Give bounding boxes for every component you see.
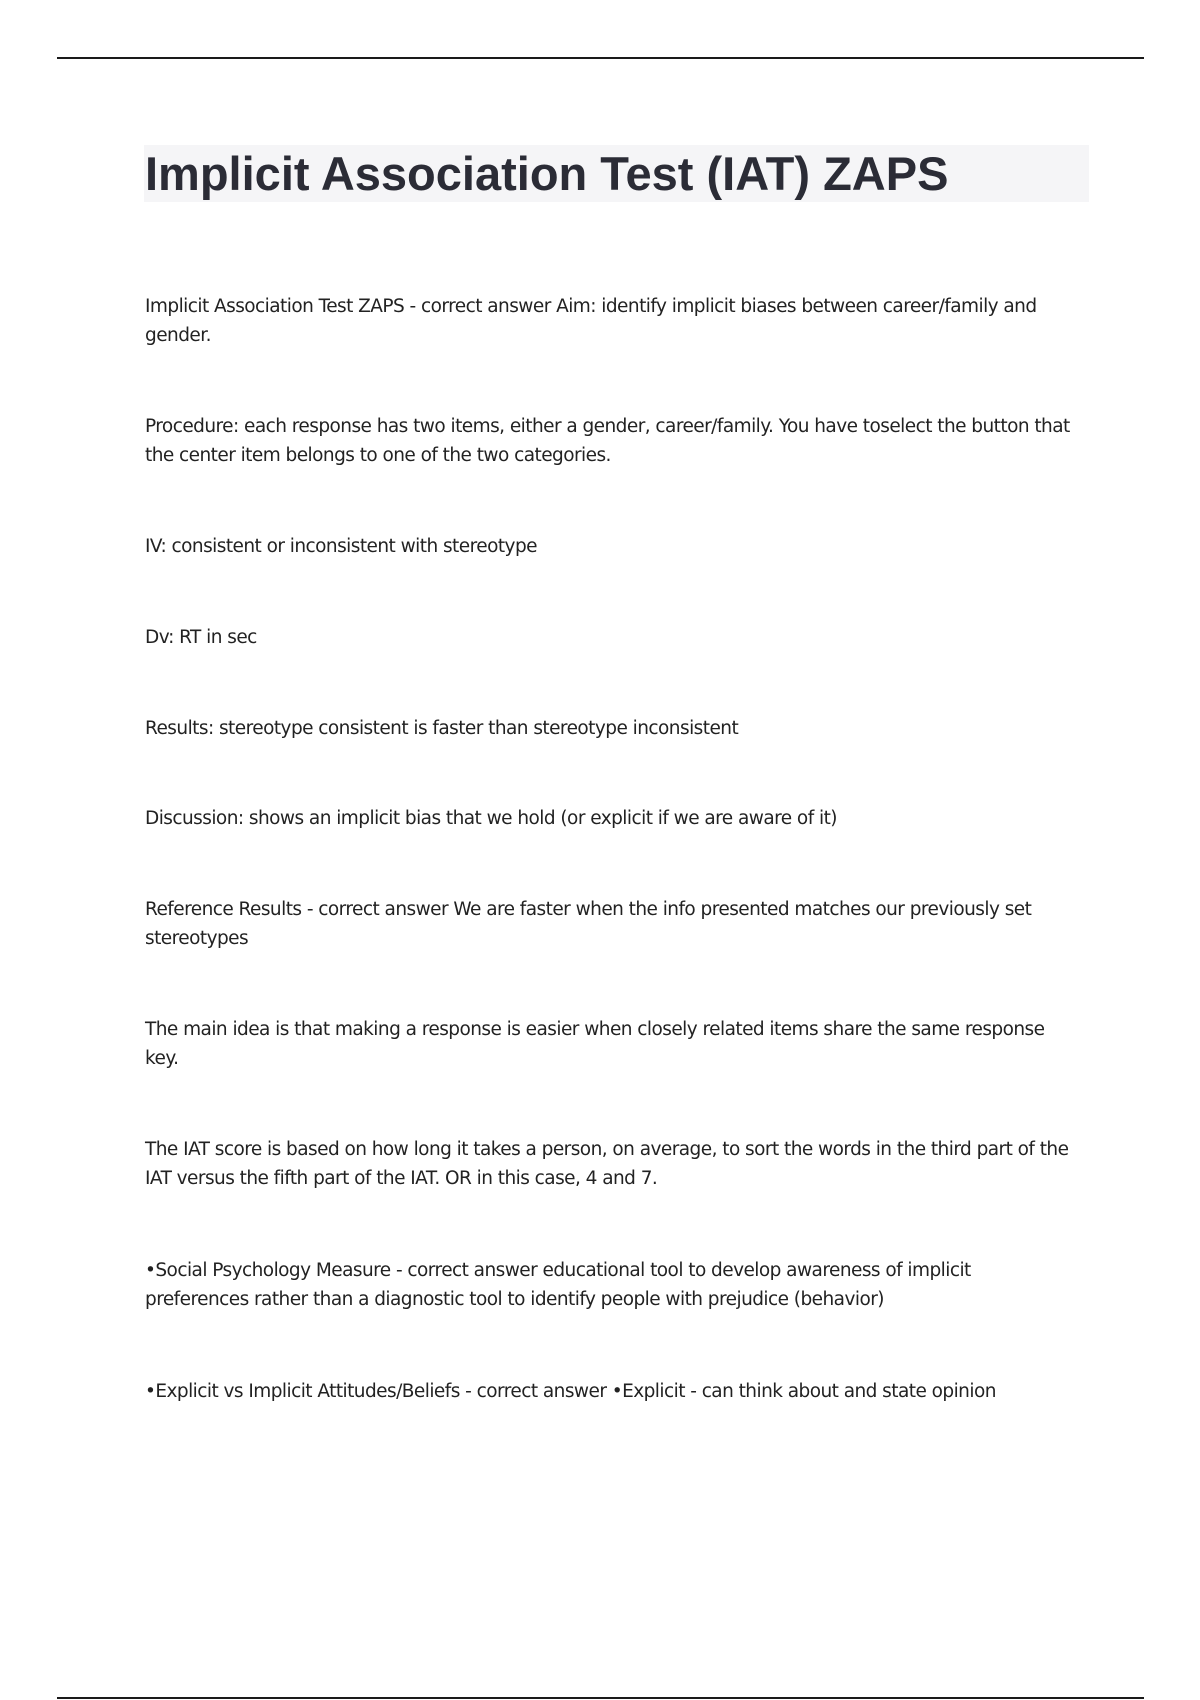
page-title: Implicit Association Test (IAT) ZAPS — [145, 147, 949, 200]
paragraph-discussion: Discussion: shows an implicit bias that we hold (or explicit if we are aware of it) — [145, 808, 837, 829]
paragraph-explicit-vs-implicit: •Explicit vs Implicit Attitudes/Beliefs - correct answer •Explicit - can think about and state opinion — [145, 1381, 996, 1402]
paragraph-procedure: Procedure: each response has two items, either a gender, career/family. You have toselect the button that the center item belongs to one of the two categories. — [145, 416, 1070, 466]
paragraph-main-idea: The main idea is that making a response is easier when closely related items share the same response key. — [145, 1019, 1045, 1069]
paragraph-social-psychology-measure: •Social Psychology Measure - correct answer educational tool to develop awareness of implicit preferences rather than a diagnostic tool to identify people with prejudice (behavior) — [145, 1260, 971, 1310]
paragraph-iat-score: The IAT score is based on how long it takes a person, on average, to sort the words in the third part of the IAT versus the fifth part of the IAT. OR in this case, 4 and 7. — [145, 1139, 1069, 1189]
paragraph-reference-results: Reference Results - correct answer We are faster when the info presented matches our previously set stereotypes — [145, 899, 1032, 949]
paragraph-results: Results: stereotype consistent is faster than stereotype inconsistent — [145, 718, 739, 739]
paragraph-iv: IV: consistent or inconsistent with stereotype — [145, 536, 537, 557]
footer-rule — [57, 1697, 1144, 1699]
paragraph-dv: Dv: RT in sec — [145, 627, 257, 648]
header-rule — [57, 57, 1144, 59]
paragraph-aim: Implicit Association Test ZAPS - correct answer Aim: identify implicit biases between career/family and gender. — [145, 296, 1037, 346]
